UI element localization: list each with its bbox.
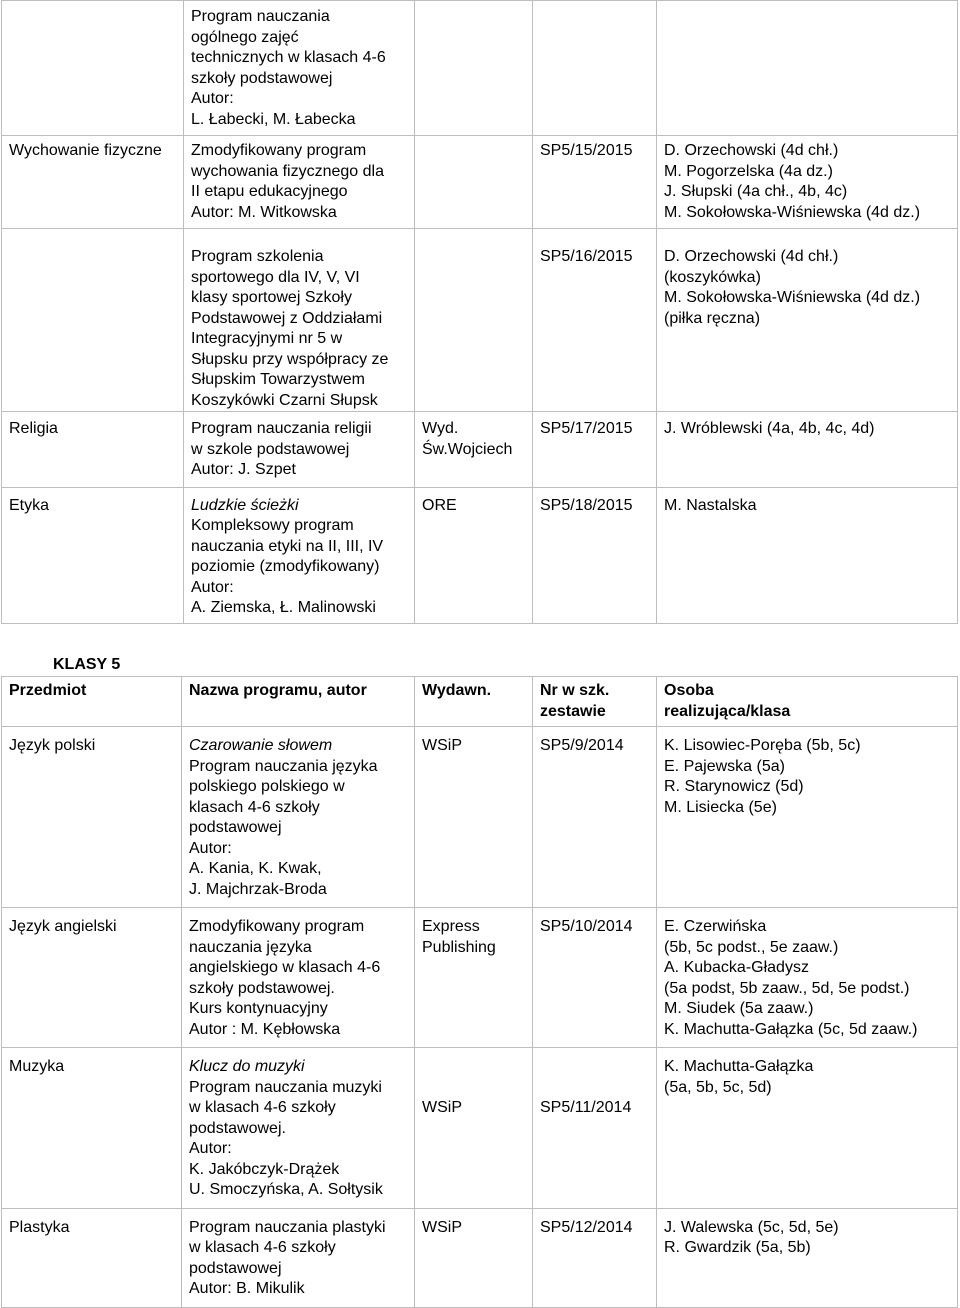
program-line: podstawowej — [189, 1259, 282, 1277]
teacher-cell — [657, 136, 958, 229]
program-title: Klucz do muzyki — [189, 1058, 305, 1075]
number-cell: SP5/10/2014 — [533, 908, 657, 1048]
teacher-line: E. Czerwińska — [664, 918, 767, 935]
subject-cell: Wychowanie fizyczne — [2, 136, 184, 229]
program-line: L. Łabecki, M. Łabecka — [191, 110, 356, 128]
program-line: Autor: — [191, 90, 234, 107]
teacher-line: (piłka ręczna) — [664, 309, 761, 327]
publisher-cell — [415, 412, 533, 488]
publisher-line: Express — [422, 918, 480, 935]
program-line: Zmodyfikowany program — [191, 142, 367, 159]
teacher-line: E. Pajewska (5a) — [664, 757, 785, 775]
header-line: realizująca/klasa — [664, 702, 791, 720]
number-cell: SP5/17/2015 — [533, 412, 657, 488]
program-cell — [182, 727, 415, 908]
teacher-line: A. Kubacka-Gładysz — [664, 959, 809, 976]
spacer — [422, 1057, 532, 1098]
teacher-line: (koszykówka) — [664, 268, 761, 286]
header-teacher — [657, 677, 958, 727]
program-line: wychowania fizycznego dla — [191, 162, 384, 180]
teacher-line: R. Starynowicz (5d) — [664, 778, 804, 795]
program-line: J. Majchrzak-Broda — [189, 880, 327, 898]
teacher-line: M. Lisiecka (5e) — [664, 798, 777, 816]
table-row — [2, 136, 958, 229]
teacher-line: J. Walewska (5c, 5d, 5e) — [664, 1218, 839, 1236]
program-line: A. Kania, K. Kwak, — [189, 860, 322, 877]
subject-cell — [2, 1, 184, 136]
table-row — [2, 1, 958, 136]
program-line: Program nauczania — [191, 8, 330, 25]
program-line: poziomie (zmodyfikowany) — [191, 558, 380, 575]
teacher-cell — [657, 412, 958, 488]
teacher-line: D. Orzechowski (4d chł.) — [664, 142, 839, 159]
program-line: szkoły podstawowej. — [189, 979, 335, 997]
number-cell: SP5/9/2014 — [533, 727, 657, 908]
program-line: Zmodyfikowany program — [189, 918, 365, 935]
program-line: Program nauczania języka — [189, 757, 378, 775]
program-title: Czarowanie słowem — [189, 737, 333, 754]
number-cell — [533, 1048, 657, 1209]
program-line: U. Smoczyńska, A. Sołtysik — [189, 1181, 383, 1198]
teacher-cell — [657, 1048, 958, 1209]
spacer — [540, 1057, 656, 1098]
program-line: Autor : M. Kębłowska — [189, 1020, 341, 1038]
publisher-line: ORE — [422, 496, 457, 514]
teacher-line: R. Gwardzik (5a, 5b) — [664, 1239, 811, 1256]
number-line: SP5/11/2014 — [540, 1099, 632, 1116]
subject-cell — [2, 229, 184, 412]
program-line: Podstawowej z Oddziałami — [191, 309, 383, 327]
program-line: Program nauczania religii — [191, 420, 372, 437]
program-line: Słupskim Towarzystwem — [191, 371, 365, 388]
teacher-line: J. Wróblewski (4a, 4b, 4c, 4d) — [664, 420, 875, 437]
teacher-line: (5a, 5b, 5c, 5d) — [664, 1078, 772, 1096]
publisher-cell: WSiP — [415, 1208, 533, 1307]
publisher-cell — [415, 229, 533, 412]
program-line: ogólnego zajęć — [191, 28, 299, 46]
program-line: w klasach 4-6 szkoły — [189, 1239, 336, 1256]
subject-cell: Muzyka — [2, 1048, 182, 1209]
teacher-line: M. Sokołowska-Wiśniewska (4d dz.) — [664, 203, 921, 221]
program-line: w klasach 4-6 szkoły — [189, 1099, 336, 1116]
publisher-line: Św.Wojciech — [422, 440, 513, 458]
program-line: Kurs kontynuacyjny — [189, 1000, 328, 1017]
program-line: w szkole podstawowej — [191, 440, 350, 458]
number-cell: SP5/16/2015 — [533, 229, 657, 412]
program-line: Słupsku przy współpracy ze — [191, 350, 389, 368]
subject-cell: Język angielski — [2, 908, 182, 1048]
header-line: zestawie — [540, 702, 606, 720]
program-line: klasach 4-6 szkoły — [189, 798, 320, 816]
teacher-cell — [657, 1, 958, 136]
program-line: Autor: B. Mikulik — [189, 1280, 305, 1297]
program-line: podstawowej. — [189, 1119, 286, 1137]
program-cell — [182, 1048, 415, 1209]
program-line: Program nauczania muzyki — [189, 1078, 382, 1096]
program-line: Program szkolenia — [191, 248, 324, 265]
number-cell: SP5/12/2014 — [533, 1208, 657, 1307]
publisher-line: WSiP — [422, 1099, 462, 1116]
subject-cell: Język polski — [2, 727, 182, 908]
publisher-cell — [415, 908, 533, 1048]
number-cell: SP5/15/2015 — [533, 136, 657, 229]
table-row — [2, 229, 958, 412]
teacher-line: K. Machutta-Gałązka (5c, 5d zaaw.) — [664, 1020, 918, 1038]
program-cell — [184, 487, 415, 623]
header-program: Nazwa programu, autor — [182, 677, 415, 727]
publisher-line: Publishing — [422, 938, 496, 956]
header-number — [533, 677, 657, 727]
teacher-cell — [657, 487, 958, 623]
publisher-cell: WSiP — [415, 727, 533, 908]
header-line: Osoba — [664, 682, 714, 699]
program-line: klasy sportowej Szkoły — [191, 289, 352, 306]
program-title: Ludzkie ścieżki — [191, 496, 299, 514]
teacher-line: M. Siudek (5a zaaw.) — [664, 1000, 814, 1017]
teacher-line: M. Sokołowska-Wiśniewska (4d dz.) — [664, 289, 921, 306]
section-title: KLASY 5 — [53, 656, 121, 673]
teacher-line: K. Machutta-Gałązka — [664, 1058, 814, 1075]
program-line: nauczania języka — [189, 938, 312, 956]
teacher-line: M. Pogorzelska (4a dz.) — [664, 162, 833, 180]
program-cell — [184, 1, 415, 136]
teacher-cell — [657, 1208, 958, 1307]
teacher-line: M. Nastalska — [664, 496, 757, 514]
program-line: sportowego dla IV, V, VI — [191, 268, 360, 286]
curriculum-table-grade-4 — [1, 0, 958, 624]
program-cell — [184, 229, 415, 412]
header-subject: Przedmiot — [2, 677, 182, 727]
program-line: Autor: — [191, 578, 234, 596]
table-header-row — [2, 677, 958, 727]
publisher-line: Wyd. — [422, 420, 459, 437]
program-line: Program nauczania plastyki — [189, 1218, 386, 1236]
program-line: Kompleksowy program — [191, 517, 354, 534]
teacher-line: D. Orzechowski (4d chł.) — [664, 248, 839, 265]
publisher-cell — [415, 1, 533, 136]
program-line: nauczania etyki na II, III, IV — [191, 537, 384, 555]
program-line: szkoły podstawowej — [191, 69, 333, 87]
program-line: K. Jakóbczyk-Drążek — [189, 1160, 340, 1178]
program-line: polskiego polskiego w — [189, 778, 345, 795]
program-line: podstawowej — [189, 819, 282, 836]
teacher-cell — [657, 908, 958, 1048]
table-row — [2, 1208, 958, 1307]
header-publisher: Wydawn. — [415, 677, 533, 727]
teacher-line: (5b, 5c podst., 5e zaaw.) — [664, 938, 839, 956]
table-row — [2, 412, 958, 488]
table-row — [2, 727, 958, 908]
program-line: technicznych w klasach 4-6 — [191, 49, 386, 66]
teacher-cell — [657, 727, 958, 908]
program-cell — [182, 908, 415, 1048]
program-cell — [184, 136, 415, 229]
table-row — [2, 1048, 958, 1209]
program-cell — [184, 412, 415, 488]
program-line: Autor: — [189, 1140, 232, 1157]
program-line: Koszykówki Czarni Słupsk — [191, 391, 378, 409]
program-line: Integracyjnymi nr 5 w — [191, 330, 343, 347]
curriculum-table-grade-5 — [1, 676, 958, 1308]
subject-cell: Plastyka — [2, 1208, 182, 1307]
subject-cell: Etyka — [2, 487, 184, 623]
publisher-cell — [415, 136, 533, 229]
publisher-cell — [415, 1048, 533, 1209]
teacher-line: K. Lisowiec-Poręba (5b, 5c) — [664, 737, 861, 754]
table-row — [2, 908, 958, 1048]
teacher-line: (5a podst, 5b zaaw., 5d, 5e podst.) — [664, 979, 910, 997]
program-cell — [182, 1208, 415, 1307]
program-line: Autor: — [189, 839, 232, 857]
header-line: Nr w szk. — [540, 682, 610, 699]
publisher-cell — [415, 487, 533, 623]
teacher-line: J. Słupski (4a chł., 4b, 4c) — [664, 183, 848, 200]
program-line: II etapu edukacyjnego — [191, 183, 348, 200]
program-line: angielskiego w klasach 4-6 — [189, 959, 381, 976]
program-line: Autor: M. Witkowska — [191, 203, 337, 221]
number-cell — [533, 1, 657, 136]
teacher-cell — [657, 229, 958, 412]
program-line: Autor: J. Szpet — [191, 461, 296, 478]
number-cell: SP5/18/2015 — [533, 487, 657, 623]
program-line: A. Ziemska, Ł. Malinowski — [191, 599, 376, 616]
table-row — [2, 487, 958, 623]
subject-cell: Religia — [2, 412, 184, 488]
